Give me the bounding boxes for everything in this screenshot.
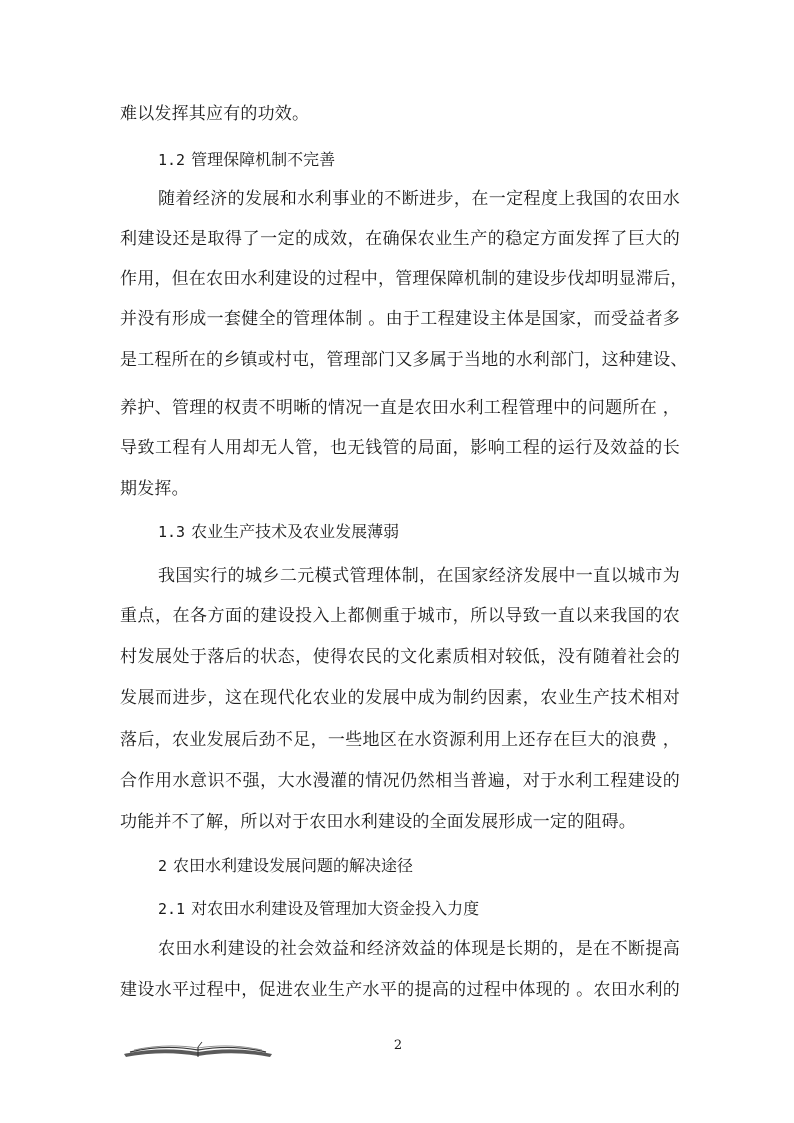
paragraph-line: 导致工程有人用却无人管，也无钱管的局面，影响工程的运行及效益的长 xyxy=(120,438,680,458)
section-title: 农田水利建设发展问题的解决途径 xyxy=(173,856,414,875)
paragraph-line: 并没有形成一套健全的管理体制 。由于工程建设主体是国家，而受益者多 xyxy=(120,309,680,329)
paragraph-line: 功能并不了解，所以对于农田水利建设的全面发展形成一定的阻碍。 xyxy=(120,812,636,832)
paragraph-line: 建设水平过程中，促进农业生产水平的提高的过程中体现的 。农田水利的 xyxy=(120,980,680,1000)
section-number: 1.2 xyxy=(158,151,186,169)
text-line: 难以发挥其应有的功效。 xyxy=(120,104,310,124)
paragraph-line: 养护、管理的权责不明晰的情况一直是农田水利工程管理中的问题所在 ， xyxy=(120,398,680,418)
section-heading-2-1 xyxy=(158,898,479,920)
section-number: 1.3 xyxy=(158,523,186,541)
section-heading-1-2 xyxy=(158,149,335,171)
section-number: 2.1 xyxy=(158,900,186,918)
section-number: 2 xyxy=(158,857,168,875)
section-title: 农业生产技术及农业发展薄弱 xyxy=(191,522,400,541)
paragraph-line: 我国实行的城乡二元模式管理体制，在国家经济发展中一直以城市为 xyxy=(158,566,680,586)
paragraph-line: 作用，但在农田水利建设的过程中，管理保障机制的建设步伐却明显滞后， xyxy=(120,269,688,289)
section-title: 管理保障机制不完善 xyxy=(191,150,336,169)
paragraph-line: 合作用水意识不强，大水漫灌的情况仍然相当普遍，对于水利工程建设的 xyxy=(120,771,680,791)
section-title: 对农田水利建设及管理加大资金投入力度 xyxy=(191,899,480,918)
paragraph-line: 农田水利建设的社会效益和经济效益的体现是长期的，是在不断提高 xyxy=(158,939,680,959)
open-book-icon xyxy=(120,1040,276,1060)
paragraph-line: 期发挥。 xyxy=(120,479,189,499)
paragraph-line: 发展而进步，这在现代化农业的发展中成为制约因素，农业生产技术相对 xyxy=(120,688,680,708)
section-heading-2 xyxy=(158,855,413,877)
paragraph-line: 落后，农业发展后劲不足，一些地区在水资源利用上还存在巨大的浪费 ， xyxy=(120,730,680,750)
paragraph-line: 是工程所在的乡镇或村屯，管理部门又多属于当地的水利部门，这种建设、 xyxy=(120,350,688,370)
page-number: 2 xyxy=(393,1038,403,1053)
paragraph-line: 村发展处于落后的状态，使得农民的文化素质相对较低，没有随着社会的 xyxy=(120,647,680,667)
paragraph-line: 随着经济的发展和水利事业的不断进步，在一定程度上我国的农田水 xyxy=(158,189,680,209)
paragraph-line: 重点，在各方面的建设投入上都侧重于城市，所以导致一直以来我国的农 xyxy=(120,606,680,626)
paragraph-line: 利建设还是取得了一定的成效，在确保农业生产的稳定方面发挥了巨大的 xyxy=(120,229,680,249)
section-heading-1-3 xyxy=(158,521,399,543)
